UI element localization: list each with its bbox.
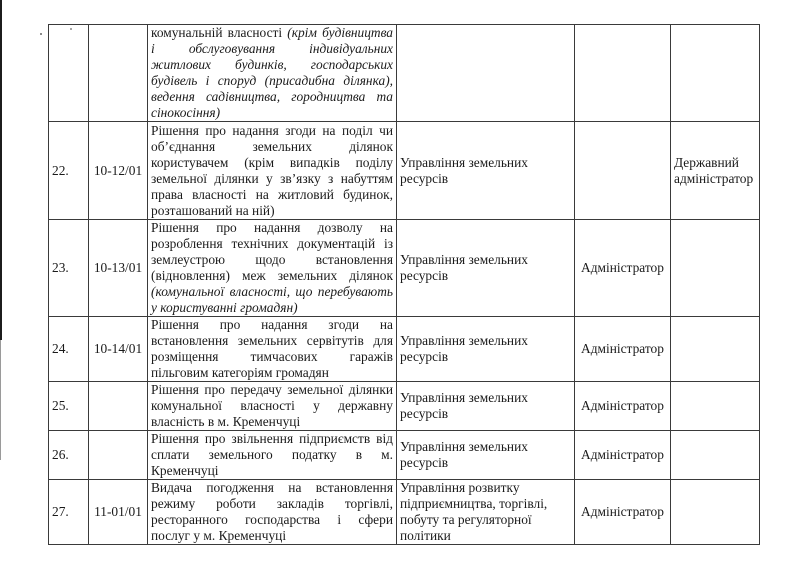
department: Управління земельних ресурсів [397,317,575,382]
service-code: 10-13/01 [89,220,148,317]
administrator: Адміністратор [575,480,671,545]
department: Управління розвитку підприємництва, торгівлі, побуту та регуляторної політики [397,480,575,545]
service-description [148,317,397,382]
table-row [49,317,760,382]
table-row [49,431,760,480]
service-code: 10-12/01 [89,122,148,220]
state-administrator [671,220,760,317]
administrator: Адміністратор [575,431,671,480]
administrator: Адміністратор [575,382,671,431]
row-number: 26. [49,431,89,480]
service-description [148,122,397,220]
state-administrator [671,25,760,122]
department: Управління земельних ресурсів [397,122,575,220]
state-administrator [671,480,760,545]
description-italic-text: (крім будівництва і обслуговування індивідуальних житлових будинків, господарських будівель і споруд (присадибна ділянка), ведення садівництва, городництва та сінокосіння) [151,25,394,120]
state-administrator [671,317,760,382]
row-number: 27. [49,480,89,545]
scan-speck [40,33,42,35]
administrator [575,122,671,220]
row-number [49,25,89,122]
service-description [148,382,397,431]
department: Управління земельних ресурсів [397,382,575,431]
service-description [148,431,397,480]
administrator: Адміністратор [575,220,671,317]
table-row [49,480,760,545]
description-italic-text: (комунальної власності, що перебувають у користуванні громадян) [151,284,393,315]
description-text: Видача погодження на встановлення режиму роботи закладів торгівлі, ресторанного господарства і сфери послуг у м. Кременчуці [151,480,393,543]
department: Управління земельних ресурсів [397,431,575,480]
row-number: 25. [49,382,89,431]
scan-edge-artifact-lower [0,340,1,460]
service-description [148,220,397,317]
table-row [49,122,760,220]
service-description [148,480,397,545]
administrator: Адміністратор [575,317,671,382]
row-number: 22. [49,122,89,220]
description-text: Рішення про надання дозволу на розроблення технічних документацій із землеустрою щодо встановлення (відновлення) меж земельних ділянок [151,220,393,283]
description-text: Рішення про надання згоди на поділ чи об’єднання земельних ділянок користувачем (крім випадків поділу земельної ділянки у зв’язку з набуттям права власності на житловий будинок, розташований на ній) [151,122,393,218]
state-administrator: Державний адміністратор [671,122,760,220]
description-text: Рішення про передачу земельної ділянки комунальної власності у державну власність в м. Кременчуці [151,382,393,429]
service-code [89,431,148,480]
row-number: 24. [49,317,89,382]
row-number: 23. [49,220,89,317]
service-code: 11-01/01 [89,480,148,545]
service-code [89,382,148,431]
description-text: Рішення про звільнення підприємств від сплати земельного податку в м. Кременчуці [151,431,393,478]
service-description [148,25,397,122]
table-row [49,220,760,317]
department [397,25,575,122]
service-code: 10-14/01 [89,317,148,382]
description-text: Рішення про надання згоди на встановлення земельних сервітутів для розміщення тимчасових гаражів пільговим категоріям громадян [151,317,393,380]
services-table [48,24,760,545]
department: Управління земельних ресурсів [397,220,575,317]
state-administrator [671,382,760,431]
table-row-continuation [49,25,760,122]
table-row [49,382,760,431]
state-administrator [671,431,760,480]
administrator [575,25,671,122]
service-code [89,25,148,122]
scan-edge-artifact [0,0,2,340]
description-text: комунальній власності [151,25,288,40]
